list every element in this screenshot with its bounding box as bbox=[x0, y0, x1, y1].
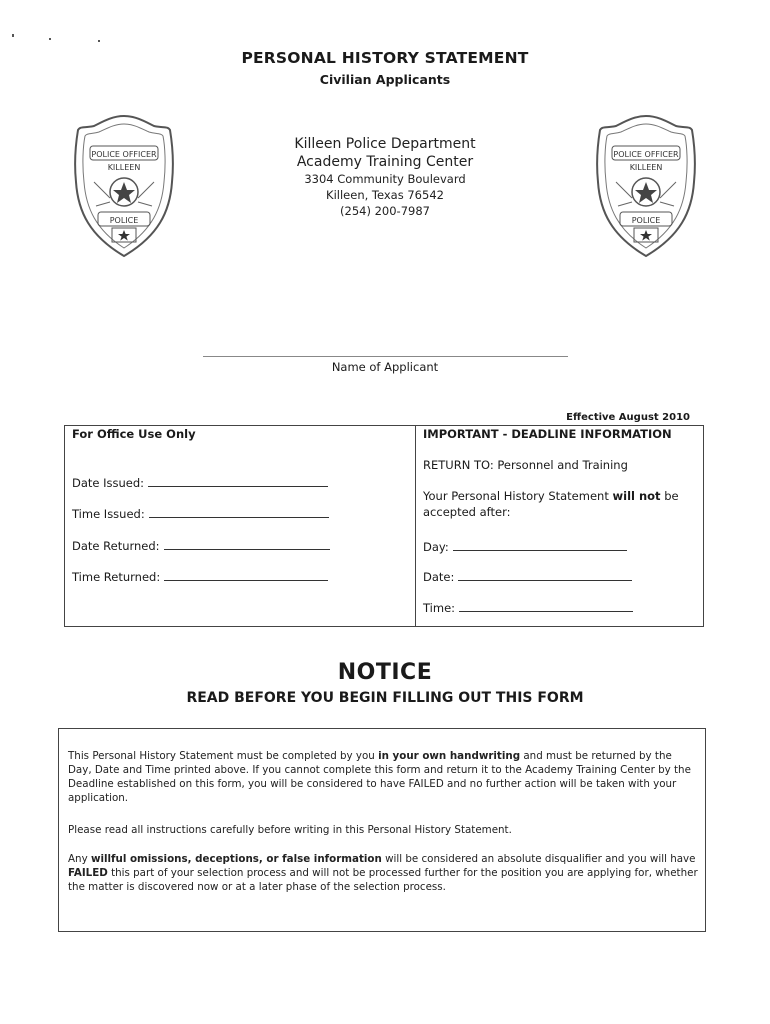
scan-speck bbox=[12, 34, 14, 37]
time-returned-line[interactable] bbox=[164, 568, 328, 581]
applicant-name-line[interactable] bbox=[203, 356, 568, 357]
notice-p1-text-a: This Personal History Statement must be completed by you bbox=[68, 750, 379, 762]
deadline-date-label: Date: bbox=[423, 570, 455, 584]
document-subtitle: Civilian Applicants bbox=[319, 72, 451, 87]
time-issued-field[interactable] bbox=[72, 505, 329, 521]
date-issued-line[interactable] bbox=[148, 474, 328, 487]
badge-city-text: KILLEEN bbox=[107, 163, 141, 172]
notice-paragraph-3 bbox=[68, 852, 698, 894]
deadline-statement-suffix: be accepted after: bbox=[423, 489, 679, 519]
scan-speck bbox=[49, 38, 51, 40]
deadline-day-field[interactable] bbox=[423, 538, 627, 554]
notice-paragraph-1 bbox=[68, 749, 698, 805]
time-returned-label: Time Returned: bbox=[72, 570, 161, 584]
time-issued-line[interactable] bbox=[149, 505, 329, 518]
date-returned-line[interactable] bbox=[164, 537, 330, 550]
notice-p3-text-c: this part of your selection process and will not be processed further for the position you are applying for, whether the matter is discovered now or at a later phase of the selection process. bbox=[68, 867, 698, 893]
office-use-heading: For Office Use Only bbox=[72, 427, 196, 441]
badge-bottom-text: POLICE bbox=[109, 216, 139, 225]
deadline-date-field[interactable] bbox=[423, 568, 632, 584]
badge-bottom-text: POLICE bbox=[631, 216, 661, 225]
police-badge-icon bbox=[594, 112, 698, 260]
badge-top-text: POLICE OFFICER bbox=[91, 150, 157, 159]
date-returned-field[interactable] bbox=[72, 537, 330, 553]
deadline-heading: IMPORTANT - DEADLINE INFORMATION bbox=[423, 427, 672, 441]
deadline-statement-bold: will not bbox=[612, 489, 661, 503]
deadline-statement-prefix: Your Personal History Statement bbox=[423, 489, 613, 503]
notice-p1-text-b: and must be returned by the Day, Date and Time printed above. If you cannot complete this form and return it to the Academy Training Center by the Deadline established on this form, you will be considered to have FAILED and no further action will be taken with your application. bbox=[68, 750, 691, 804]
notice-p3-text-a: Any bbox=[68, 853, 91, 865]
notice-p3-bold-2: FAILED bbox=[68, 867, 108, 879]
document-title: PERSONAL HISTORY STATEMENT bbox=[241, 49, 529, 67]
deadline-time-label: Time: bbox=[423, 601, 456, 615]
police-badge-icon bbox=[72, 112, 176, 260]
date-issued-field[interactable] bbox=[72, 474, 328, 490]
city-state-zip: Killeen, Texas 76542 bbox=[326, 188, 444, 202]
effective-date: Effective August 2010 bbox=[566, 412, 690, 423]
deadline-date-line[interactable] bbox=[458, 568, 632, 581]
notice-title: NOTICE bbox=[337, 660, 433, 685]
agency-address-block bbox=[235, 135, 535, 219]
date-issued-label: Date Issued: bbox=[72, 476, 145, 490]
deadline-time-field[interactable] bbox=[423, 599, 633, 615]
time-returned-field[interactable] bbox=[72, 568, 328, 584]
date-returned-label: Date Returned: bbox=[72, 539, 160, 553]
deadline-time-line[interactable] bbox=[459, 599, 633, 612]
deadline-day-label: Day: bbox=[423, 540, 449, 554]
training-center-name: Academy Training Center bbox=[296, 154, 474, 170]
notice-p1-bold: in your own handwriting bbox=[378, 750, 521, 762]
notice-subtitle: READ BEFORE YOU BEGIN FILLING OUT THIS FORM bbox=[186, 690, 584, 706]
return-to-text: RETURN TO: Personnel and Training bbox=[423, 458, 628, 472]
badge-city-text: KILLEEN bbox=[629, 163, 663, 172]
box-divider bbox=[415, 425, 416, 627]
deadline-day-line[interactable] bbox=[453, 538, 627, 551]
deadline-statement bbox=[423, 488, 693, 520]
department-name: Killeen Police Department bbox=[294, 136, 476, 152]
notice-p3-text-b: will be considered an absolute disqualifier and you will have bbox=[381, 853, 696, 865]
phone-number: (254) 200-7987 bbox=[340, 204, 430, 218]
time-issued-label: Time Issued: bbox=[72, 507, 145, 521]
office-deadline-box bbox=[64, 425, 704, 627]
street-address: 3304 Community Boulevard bbox=[304, 172, 466, 186]
scan-speck bbox=[98, 40, 100, 42]
applicant-name-label: Name of Applicant bbox=[331, 360, 439, 374]
notice-paragraph-2: Please read all instructions carefully before writing in this Personal History Statement. bbox=[68, 824, 512, 836]
badge-top-text: POLICE OFFICER bbox=[613, 150, 679, 159]
notice-p3-bold-1: willful omissions, deceptions, or false information bbox=[90, 853, 382, 865]
